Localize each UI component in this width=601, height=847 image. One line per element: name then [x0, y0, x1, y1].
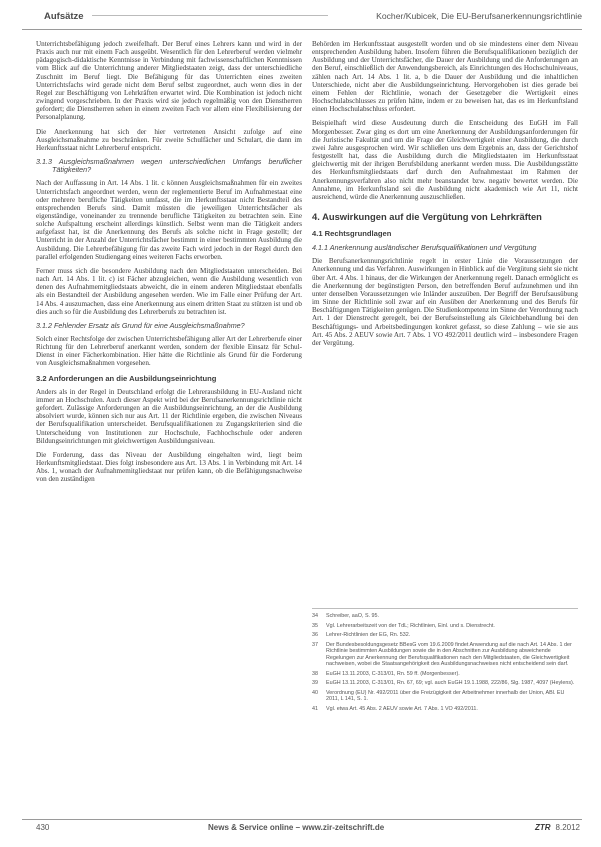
running-title: Kocher/Kubicek, Die EU-Berufsanerkennungsrichtlinie — [376, 11, 582, 21]
issue-number: 8.2012 — [555, 823, 580, 832]
footnote-number: 41 — [312, 705, 318, 712]
paragraph: Die Anerkennung hat sich der hier vertretenen Ansicht zufolge auf eine Ausgleichsmaßnahme zu beschränken. Für zweite Schulfächer und Schulart, die dann im Herkunftsstaat nicht Lehrerberuf entspricht. — [36, 127, 302, 152]
paragraph: Anders als in der Regel in Deutschland erfolgt die Lehrerausbildung in EU-Ausland nicht immer an Hochschulen. Auch dieser Aspekt wird bei der Berufsanerkennungsrichtlinie nicht gefordert. Zulässige Anforderungen an die Ausbildungseinrichtung, an der die Ausbildung absolviert wurde, können sich nur aus Art. 11 der Richtlinie ergeben, die zwischen Niveaus der Berufsqualifikation unterscheidet. Berufsqualifikationen zu Zugangskriterien sind die Unterscheidung von Institutionen zur Hochschule, Fachhochschule oder anderen Bildungseinrichtungen mit gleichwertigen Ausbildungsniveau. — [36, 387, 302, 445]
journal-logo: ZTR — [534, 823, 551, 832]
footnote-number: 39 — [312, 680, 318, 686]
footnote-text: Verordnung (EU) Nr. 492/2011 über die Freizügigkeit der Arbeitnehmer innerhalb der Union, ABl. EU 2011, L 141, S. 1. — [326, 689, 565, 702]
page-number: 430 — [36, 823, 50, 832]
subsection-heading: 4.1.1 Anerkennung ausländischer Berufsqualifikationen und Vergütung — [312, 243, 537, 253]
paragraph: Die Berufsanerkennungsrichtlinie regelt in erster Linie die Voraussetzungen der Anerkennung und das Verfahren. Auswirkungen in Hinblick auf die Vergütung sieht sie nicht über Art. 4 Abs. 1 hinaus, der die Wirkungen der Anerkennung regelt. Danach ermöglicht es die Anerkennung der begünstigten Person, den betreffenden Beruf aufzunehmen und ihn unter denselben Voraussetzungen wie Inländer auszuüben. Der Begriff der Berufsausübung im Sinne der Richtlinie soll zwar auf ein Ausüben der Anerkennung und des Berufs für Beschäftigungen Tätigkeiten genügen. Die Studienkompetenz im Sinne der Verordnung nach Art. 1 der Dienstrecht geregelt, bei der Berufseinstellung als Gleichbehandlung bei den Beschäftigungs- und Arbeitsbedingungen konkret gefasst, so diese Zahlung – wie sie aus Art. 45 Abs. 2 AEUV sowie Art. 7 Abs. 1 VO 492/2011 deutlich wird – insbesondere Fragen der Vergütung. — [312, 257, 578, 347]
paragraph: Die Forderung, dass das Niveau der Ausbildung eingehalten wird, liegt beim Herkunftsmitgliedstaat. Dies folgt insbesondere aus Art. 13 Abs. 1 in Verbindung mit Art. 14 Abs. 1, wonach der Aufnahmemitgliedstaat nur prüfen kann, ob die Befähigungsnachweise von den zuständigen — [36, 450, 302, 484]
footnote-number: 37 — [312, 641, 318, 648]
paragraph: Nach der Auffassung in Art. 14 Abs. 1 lit. c können Ausgleichsmaßnahmen für ein zweites Unterrichtsfach angeordnet werden, wenn der reglementierte Beruf im Aufnahmestaat eine oder mehrere berufliche Tätigkeiten umfasst, die im Herkunftsstaat nicht Bestandteil des entsprechenden Berufs sind. Damit müssten die jeweiligen Unterrichtsfächer als eigenständige, voneinander zu trennende berufliche Tätigkeiten zu betrachten sein. Eine solche Aufspaltung erscheint allerdings künstlich. Selbst wenn man die Tätigkeit anders aufgefasst hat, ist die Anerkennung des Berufs als solche nicht in Frage gestellt; der Unterricht in der Anzahl der Unterrichtsfächer bestimmt in einer bestimmten Ausbildung die Ausbildung. Die Lehrerbefähigung für das zweite Fach wird jedoch in der Regel durch den parallel erfolgenden Studiengang eines weiteren Fachs erworben. — [36, 179, 302, 261]
footnote — [312, 623, 578, 630]
footnote-number: 34 — [312, 613, 318, 619]
footnote-text: Vgl. etwa Art. 45 Abs. 2 AEUV sowie Art. 7 Abs. 1 VO 492/2011. — [326, 705, 478, 712]
footnote — [312, 642, 578, 668]
right-column — [312, 40, 578, 353]
footnote-number: 38 — [312, 670, 318, 677]
section-heading: 3.2 Anforderungen an die Ausbildungseinrichtung — [36, 373, 217, 383]
page-footer — [22, 819, 582, 834]
subsection-heading: 3.1.3 Ausgleichsmaßnahmen wegen unterschiedlichen Umfangs beruflicher Tätigkeiten? — [36, 157, 302, 175]
footnote — [312, 671, 578, 678]
footer-website: News & Service online – www.zir-zeitschrift.de — [208, 823, 385, 832]
footnote — [312, 632, 578, 639]
footnote-number: 36 — [312, 632, 318, 638]
paragraph: Ferner muss sich die besondere Ausbildung nach den Mitgliedstaaten unterscheiden. Bei nach Art. 14 Abs. 1 lit. c) ist Fächer abzugleichen, wenn die Ausbildung wesentlich von denen des Aufnahmemitgliedstaats abweicht, die in einem anderen Mitgliedstaat ebenfalls als ein Bestandteil der Ausbildung angesehen werden. Wie im Falle einer Prüfung der Art. 14 Abs. 4 auszumachen, dass eine Anerkennung aus einem dritten Staat zu stützen ist und ob dies auch so für die Ausbildung des Lehrerberufs zu betrachten ist. — [36, 266, 302, 316]
section-label: Aufsätze — [44, 11, 84, 22]
paragraph: Beispielhaft wird diese Ausdeutung durch die Entscheidung des EuGH im Fall Morgenbesser. Zwar ging es dort um eine Anerkennung der Ausbildungsanforderungen für die Juristische Fakultät und um die Frage der Gleichwertigkeit einer Ausbildung, die durch zwei Jahre ausgesprochen wird. Wir schließen uns dem Ergebnis an, dass der Gerichtshof festgestellt hat, dass die Ausbildung durch die Mitgliedstaaten im Herkunftsstaat gleichwertig mit der ihrigen Berufsbildung anerkannt werden muss. Die Ausbildungsstätte des Herkunftsmitgliedstaats darf durch den Aufnahmestaat im Rahmen der Anerkennungsverfahren also nicht mehr beanstandet bzw. negativ bewertet werden. Die Annahme, im Herkunftsland sei die Ausbildung nicht akademisch wie Art 11, nicht ausreichend, würde die Anerkennung auszuschließen. — [312, 119, 578, 201]
footnote-text: Vgl. Lehrerarbeitszeit von der TdL; Richtlinien, Einl. und s. Dienstrecht. — [326, 622, 495, 629]
footnote — [312, 613, 578, 620]
footnote-text: EuGH 13.11.2003, C-313/01, Rn. 59 ff. (Morgenbesser). — [326, 670, 460, 677]
journal-issue — [535, 823, 580, 832]
section-heading: 4.1 Rechtsgrundlagen — [312, 228, 392, 238]
footnote-text: EuGH 13.11.2003, C-313/01, Rn. 67, 69; vgl. auch EuGH 19.1.1988, 222/86, Slg. 1987, 4097 (Heylens). — [326, 680, 575, 686]
footnote-number: 35 — [312, 622, 318, 629]
footnotes — [312, 608, 578, 715]
footnote-text: Lehrer-Richtlinien der EG, Rn. 532. — [326, 632, 411, 638]
paragraph: Solch einer Rechtsfolge der zwischen Unterrichtsbefähigung aller Art der Lehrerberufe einer Richtung für den Lehrerberuf anerkannt werden, sondern der flexible Einsatz für Schul-Dienst in einer Fächerkombination. Hier hätte die Richtlinie als Grund für die Forderung von Ausgleichsmaßnahmen vorgesehen. — [36, 335, 302, 368]
footnote-text: Der Bundesbesoldungsgesetz BBesG vom 19.6.2009 findet Anwendung auf die nach Art. 14 Abs. 1 der Richtlinie bestimmten Ausbildungen sowie die in den Abschnitten zur Ausbildung abweichende Regelungen zur Anerkennung der Berufsqualifikationen nach den Mitgliedstaaten, die Gleichwertigkeit nachweisen, wobei die Staatsangehörigkeit des Ausbildungsnachweises nicht entscheidend sein darf. — [326, 641, 572, 667]
subsection-heading: 3.1.2 Fehlender Ersatz als Grund für eine Ausgleichsmaßnahme? — [36, 320, 245, 330]
footnote — [312, 690, 578, 703]
chapter-heading: 4. Auswirkungen auf die Vergütung von Lehrkräften — [312, 210, 542, 222]
footnote — [312, 706, 578, 713]
paragraph: Behörden im Herkunftsstaat ausgestellt worden und ob sie mindestens einer dem Niveau entsprechenden Ausbildung haben. Insofern führen die Berufsqualifikationen bezüglich der Ausbildung und der Unterrichtsfächer, die Dauer der Ausbildung und die Anforderungen an den Beruf, einschließlich der Anwendungsbereich, als Einrichtungen des Hochschulniveaus, zählen nach Art. 14 Abs. 1 lit. a, b die Dauer der Ausbildung und die inhaltlichen Unterschiede, nicht aber die Ausbildungseinrichtung. Hervorgehoben ist dies gerade bei einem Fehlen der Richtlinie, wonach der Gesetzgeber die Wertigkeit eines Hochschulabschlusses zu prüfen hätte, indem er zu beweisen hat, das es im Herkunftsland einen Hochschulabschluss erfordert. — [312, 40, 578, 114]
page-header — [22, 7, 582, 30]
footnote — [312, 680, 578, 687]
left-column — [36, 40, 302, 490]
header-rule — [92, 15, 328, 16]
footnote-number: 40 — [312, 689, 318, 696]
footnote-text: Schreiber, aaO, S. 95. — [326, 613, 380, 619]
paragraph: Unterrichtsbefähigung jedoch zweifelhaft. Der Beruf eines Lehrers kann und wird in der Praxis auch nur mit einem Fach ausgeübt. Wesentlich für den Lehrerberuf werden vielmehr pädagogisch-didaktische Kenntnisse in Verbindung mit fachwissenschaftlichen Kenntnissen vom Blick auf die Unterrichtung anderer Mitgliedstaaten zeigt, dass der unterschiedliche Zuschnitt im Beruf liegt. Die Befähigung für das Unterrichten eines zweiten Unterrichtsfachs wird gerade nicht dem Beruf selbst zugeordnet, auch wenn dies in der Regel zur Beschäftigung von Lehrkräften erwartet wird. Die Kombination ist jedoch nicht zwingend vorgeschrieben. In der Praxis wird sie jedoch regelmäßig von den Dienstherren gefordert; die Dienstherren sehen in einem zweiten Fach vor allem eine Flexibilisierung der Personalplanung. — [36, 40, 302, 122]
